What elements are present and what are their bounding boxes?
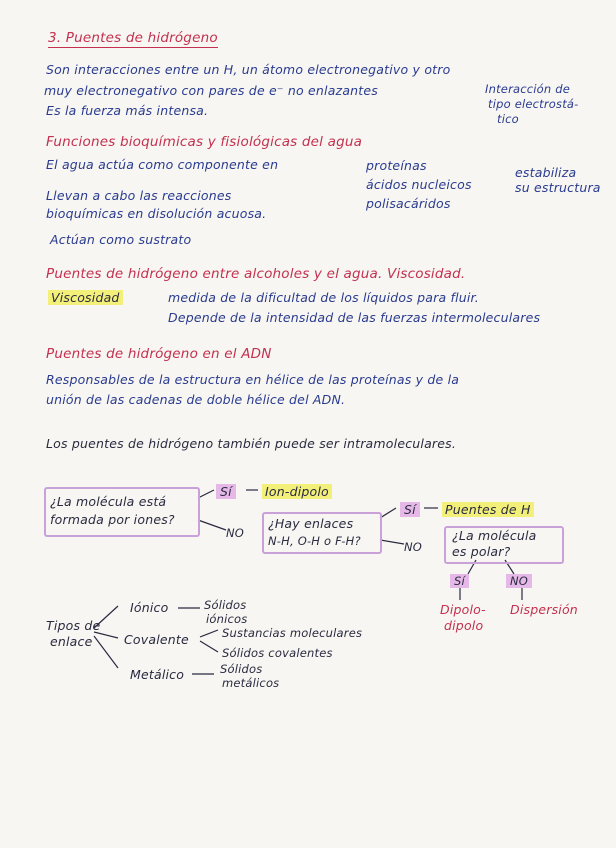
question-text: formada por iones?	[50, 512, 175, 527]
definition-line: Depende de la intensidad de las fuerzas intermoleculares	[168, 310, 541, 325]
list-item: proteínas	[366, 158, 427, 173]
text-line: Responsables de la estructura en hélice de las proteínas y de la	[46, 372, 460, 387]
answer-no: NO	[506, 574, 532, 588]
text-line: Es la fuerza más intensa.	[46, 103, 209, 118]
tipo-ionico: Iónico	[130, 600, 169, 615]
answer-no: NO	[404, 540, 423, 554]
text-line: unión de las cadenas de doble hélice del ADN.	[46, 392, 346, 407]
question-text: es polar?	[452, 544, 511, 559]
question-text: ¿Hay enlaces	[268, 516, 354, 531]
highlighted-term: Viscosidad	[48, 290, 123, 305]
definition-line: medida de la dificultad de los líquidos para fluir.	[168, 290, 479, 305]
side-note: Interacción de	[485, 82, 571, 96]
tipo-result: Sólidos	[220, 662, 263, 676]
brace-note: estabiliza	[515, 165, 577, 180]
text-line: Son interacciones entre un H, un átomo electronegativo y otro	[46, 62, 451, 77]
question-text: ¿La molécula	[452, 528, 537, 543]
section-title-funciones: Funciones bioquímicas y fisiológicas del agua	[46, 134, 363, 150]
text-line: Llevan a cabo las reacciones	[46, 188, 232, 203]
tipos-label: Tipos de	[46, 618, 101, 633]
section-title-alcoholes: Puentes de hidrógeno entre alcoholes y el agua. Viscosidad.	[46, 266, 466, 282]
section-title-adn: Puentes de hidrógeno en el ADN	[46, 346, 272, 362]
text-line: Los puentes de hidrógeno también puede ser intramoleculares.	[46, 436, 457, 451]
text-line: muy electronegativo con pares de e⁻ no enlazantes	[44, 83, 379, 98]
tipo-result: Sólidos covalentes	[222, 646, 333, 660]
result-dispersion: Dispersión	[510, 602, 578, 617]
list-item: ácidos nucleicos	[366, 177, 472, 192]
answer-yes: Sí	[450, 574, 469, 588]
side-note: tipo electrostá-	[488, 97, 579, 111]
text-line: El agua actúa como componente en	[46, 157, 279, 172]
tipo-result: Sólidos	[204, 598, 247, 612]
brace-note: su estructura	[515, 180, 601, 195]
tipo-metalico: Metálico	[130, 667, 185, 682]
section-title-puentes: 3. Puentes de hidrógeno	[48, 30, 218, 46]
answer-yes: Sí	[400, 502, 420, 517]
tipo-result: iónicos	[206, 612, 248, 626]
list-item: polisacáridos	[366, 196, 451, 211]
text-line: Actúan como sustrato	[50, 232, 192, 247]
result-ion-dipolo: Ion-dipolo	[262, 484, 332, 499]
result-dipolo: Dipolo-	[440, 602, 486, 617]
result-dipolo: dipolo	[444, 618, 484, 633]
tipos-label: enlace	[50, 634, 93, 649]
answer-no: NO	[226, 526, 245, 540]
question-text: ¿La molécula está	[50, 494, 167, 509]
result-puentes-h: Puentes de H	[442, 502, 534, 517]
tipo-result: Sustancias moleculares	[222, 626, 363, 640]
side-note: tico	[497, 112, 519, 126]
text-line: bioquímicas en disolución acuosa.	[46, 206, 267, 221]
tipo-covalente: Covalente	[124, 632, 189, 647]
tipo-result: metálicos	[222, 676, 280, 690]
question-text: N-H, O-H o F-H?	[268, 534, 361, 548]
answer-yes: Sí	[216, 484, 236, 499]
